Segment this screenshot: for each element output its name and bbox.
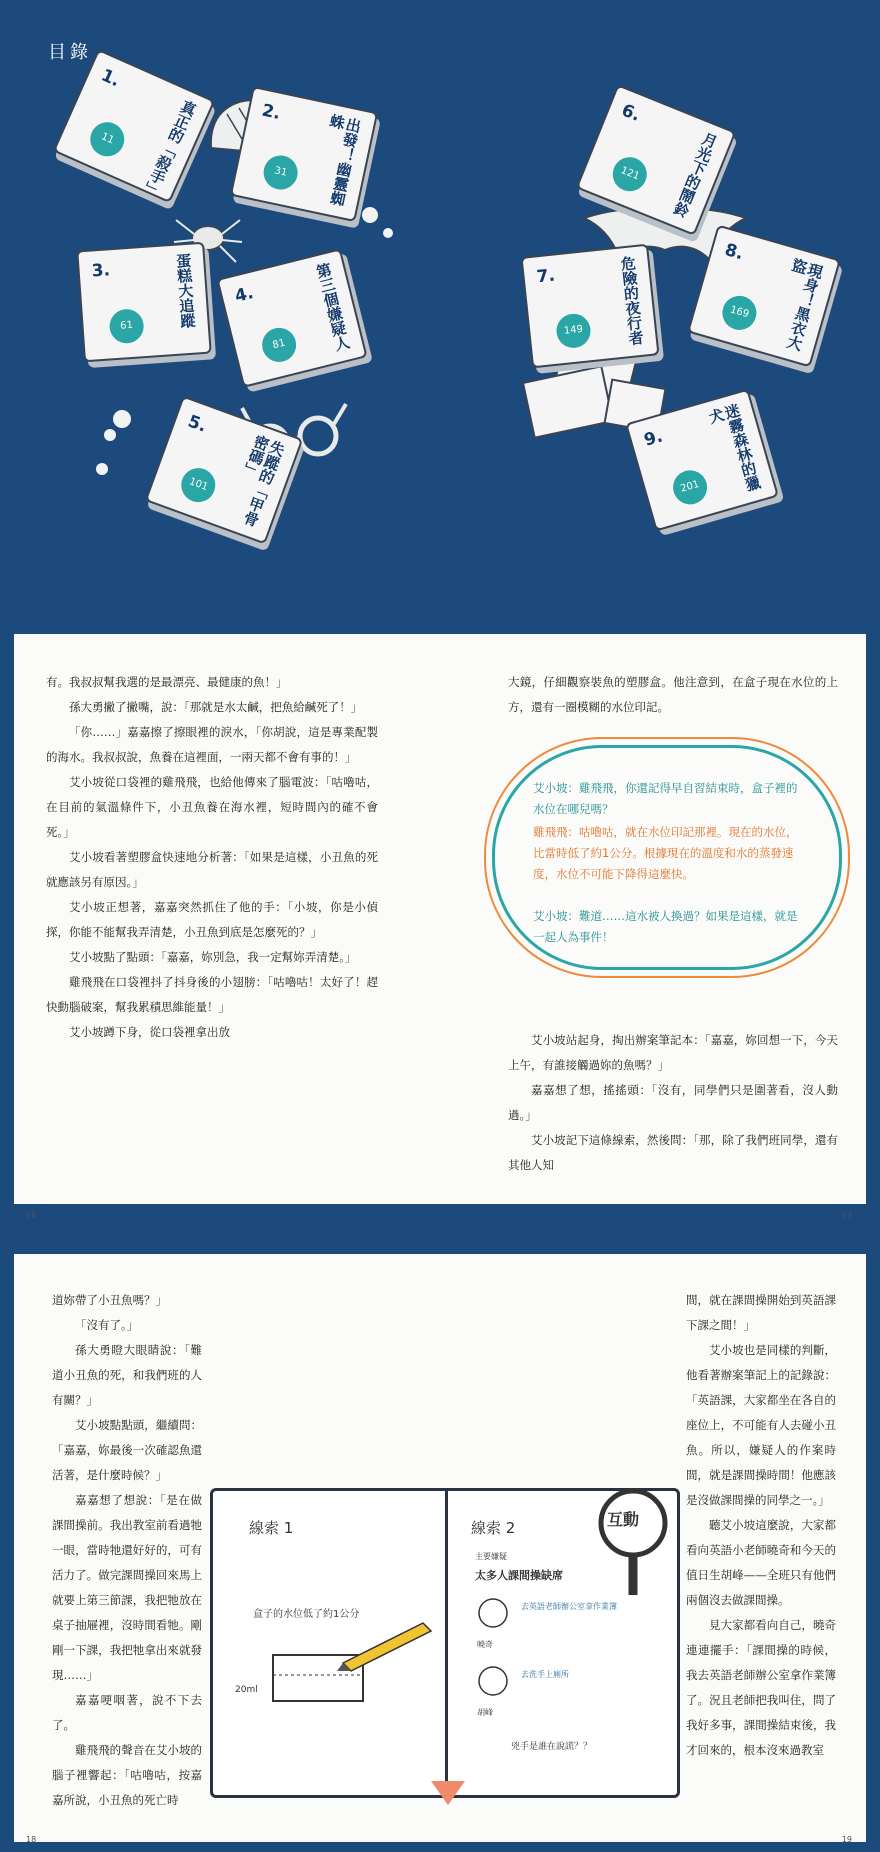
dialogue-cloud	[492, 745, 842, 970]
paragraph: 孫大勇瞪大眼睛說：「難道小丑魚的死，和我們班的人有關？」	[52, 1343, 202, 1407]
dialogue-line: 雞飛飛：咕嚕咕，就在水位印記那裡。現在的水位，比當時低了約1公分。根據現在的溫度和水的蒸發速度，水位不可能下降得這麼快。	[533, 825, 798, 881]
text-column-right-bottom	[508, 1028, 838, 1178]
person-2-name: 胡峰	[477, 1708, 493, 1717]
chapter-title: 失蹤的「甲骨密碼」	[239, 432, 288, 529]
chapter-number: 1.	[98, 65, 123, 92]
clue-1-unit: 20ml	[235, 1685, 258, 1695]
chapter-number: 8.	[722, 239, 746, 265]
chapter-page-badge: 31	[260, 152, 300, 192]
paragraph: 間，就在課間操開始到英語課下課之間！」	[686, 1293, 836, 1332]
person-2-sketch	[475, 1663, 511, 1703]
book-gutter	[445, 1491, 448, 1795]
chapter-page-badge: 169	[718, 292, 760, 334]
chapter-title: 現身！黑衣大盜	[783, 256, 826, 353]
paragraph: 艾小坡點了點頭：「嘉嘉，妳別急，我一定幫妳弄清楚。」	[69, 950, 357, 964]
bookmark-ribbon	[431, 1781, 465, 1807]
paragraph: 艾小坡站起身，掏出辦案筆記本：「嘉嘉，妳回想一下，今天上午，有誰接觸過妳的魚嗎？」	[508, 1033, 838, 1072]
chapter-title: 危險的夜行者	[618, 254, 646, 347]
person-1-note: 去英語老師辦公室拿作業簿	[521, 1602, 617, 1611]
chapter-number: 7.	[535, 265, 556, 288]
paragraph: 孫大勇撇了撇嘴，說：「那就是水太鹹，把魚給鹹死了！」	[69, 700, 363, 714]
paragraph: 有。我叔叔幫我選的是最漂亮、最健康的魚！」	[46, 675, 288, 689]
paragraph: 嘉嘉想了想說：「是在做課間操前。我出教室前看過牠一眼，當時牠還好好的，可有活力了。做完課間操回來馬上就要上第三節課，我把牠放在桌子抽屜裡，沒時間看牠。剛剛一下課，我把牠拿出來就發現……」	[52, 1493, 202, 1682]
paragraph: 大鏡，仔細觀察裝魚的塑膠盒。他注意到，在盒子現在水位的上方，還有一圈模糊的水位印記。	[508, 675, 838, 714]
clue-2-question: 兇手是誰在說謊？？	[511, 1742, 593, 1752]
pencil-icon	[333, 1613, 443, 1673]
chapter-book-2[interactable]	[230, 86, 378, 222]
clue-1-heading: 線索 1	[249, 1519, 294, 1537]
clue-2-title: 太多人課間操缺席	[475, 1569, 563, 1582]
person-1-name: 曉奇	[477, 1640, 493, 1649]
chapter-page-badge: 121	[608, 152, 652, 196]
chapter-title: 出發！幽靈蜘蛛	[326, 112, 364, 208]
page-number-right: 19	[841, 1835, 852, 1844]
clue-1-note: 盒子的水位低了約1公分	[253, 1609, 360, 1620]
paragraph: 艾小坡正想著，嘉嘉突然抓住了他的手：「小坡，你是小偵探，你能不能幫我弄清楚，小丑魚到底是怎麼死的？」	[46, 900, 378, 939]
toc-page	[0, 0, 880, 608]
paragraph: 道妳帶了小丑魚嗎？」	[52, 1293, 167, 1307]
chapter-book-7[interactable]	[520, 244, 659, 369]
paragraph: 「你……」嘉嘉擦了擦眼裡的淚水，「你胡說，這是專業配製的海水。我叔叔說，魚養在這裡面，一兩天都不會有事的！」	[46, 725, 378, 764]
chapter-title: 第三個嫌疑人	[312, 261, 353, 353]
paragraph: 見大家都看向自己，曉奇連連擺手：「課間操的時候，我去英語老師辦公室拿作業簿了。況且老師把我叫住，問了我好多事，課間操結束後，我才回來的，根本沒來過教室	[686, 1618, 836, 1757]
paragraph: 艾小坡也是同樣的判斷，他看著辦案筆記上的記錄說：「英語課，大家都坐在各自的座位上，不可能有人去碰小丑魚。所以，嫌疑人的作案時間，就是課間操時間！他應該是沒做課間操的同學之一。」	[686, 1343, 836, 1507]
chapter-book-3[interactable]	[76, 242, 212, 363]
text-column-left	[46, 670, 378, 1045]
page-number-left: 18	[26, 1835, 37, 1844]
toc-title: 目錄	[48, 42, 92, 63]
paragraph: 聽艾小坡這麼說，大家都看向英語小老師曉奇和今天的值日生胡峰——全班只有他們兩個沒去做課間操。	[686, 1518, 836, 1607]
dialogue-line: 艾小坡：雞飛飛，你還記得早自習結束時，盒子裡的水位在哪兒嗎？	[533, 781, 798, 816]
paragraph: 雞飛飛的聲音在艾小坡的腦子裡響起：「咕嚕咕，按嘉嘉所說，小丑魚的死亡時	[52, 1743, 202, 1807]
paragraph: 嘉嘉哽咽著，說不下去了。	[52, 1693, 202, 1732]
chapter-title: 真正的「殺手」	[140, 97, 200, 201]
page-number-right: 17	[841, 1211, 852, 1220]
dialogue-line: 艾小坡：難道……這水被人換過？如果是這樣，就是一起人為事件！	[533, 909, 798, 944]
text-column-right	[686, 1288, 836, 1763]
paragraph: 艾小坡點點頭，繼續問：「嘉嘉，妳最後一次確認魚還活著，是什麼時候？」	[52, 1418, 202, 1482]
chapter-page-badge: 81	[259, 324, 300, 365]
chapter-number: 2.	[260, 100, 283, 124]
chapter-page-badge: 61	[109, 308, 145, 344]
chapter-number: 3.	[91, 260, 111, 282]
paragraph: 艾小坡記下這條線索，然後問：「那，除了我們班同學，還有其他人知	[508, 1133, 838, 1172]
paragraph: 「沒有了。」	[75, 1318, 139, 1332]
chapter-number: 4.	[232, 282, 256, 307]
page-number-left: 16	[26, 1211, 37, 1220]
chapter-number: 6.	[618, 100, 644, 126]
magnifier-icon	[585, 1479, 681, 1599]
paragraph: 艾小坡蹲下身，從口袋裡拿出放	[69, 1025, 230, 1039]
paragraph: 艾小坡看著塑膠盒快速地分析著：「如果是這樣，小丑魚的死就應該另有原因。」	[46, 850, 378, 889]
chapter-page-badge: 101	[176, 463, 220, 507]
chapter-page-badge: 11	[85, 117, 130, 162]
paragraph: 嘉嘉想了想，搖搖頭：「沒有，同學們只是圍著看，沒人動過。」	[508, 1083, 838, 1122]
chapter-title: 蛋糕大追蹤	[173, 252, 197, 329]
clue-notebook-illustration	[210, 1488, 680, 1798]
chapter-number: 9.	[641, 426, 665, 451]
chapter-number: 5.	[185, 411, 210, 437]
chapter-page-badge: 149	[555, 312, 592, 349]
clue-2-subheading: 主要嫌疑	[475, 1552, 507, 1561]
person-1-sketch	[475, 1595, 511, 1635]
paragraph: 艾小坡從口袋裡的雞飛飛，也給他傳來了腦電波：「咕嚕咕，在目前的氣溫條件下，小丑魚養在海水裡，短時間內的確不會死。」	[46, 775, 378, 839]
chapter-book-1[interactable]	[53, 49, 215, 203]
text-column-right-top	[508, 670, 838, 720]
interactive-badge: 互動	[607, 1510, 640, 1529]
person-2-note: 去洗手上廁所	[521, 1670, 569, 1679]
text-column-left	[52, 1288, 202, 1813]
clue-2-heading: 線索 2	[471, 1519, 516, 1537]
chapter-title: 月光下的鬧鈴	[670, 129, 721, 220]
chapter-page-badge: 201	[669, 466, 711, 508]
chapter-title: 迷霧森林的獵犬	[705, 401, 764, 494]
paragraph: 雞飛飛在口袋裡抖了抖身後的小翅膀：「咕嚕咕！太好了！趕快動腦破案，幫我累積思維能量！」	[46, 975, 378, 1014]
